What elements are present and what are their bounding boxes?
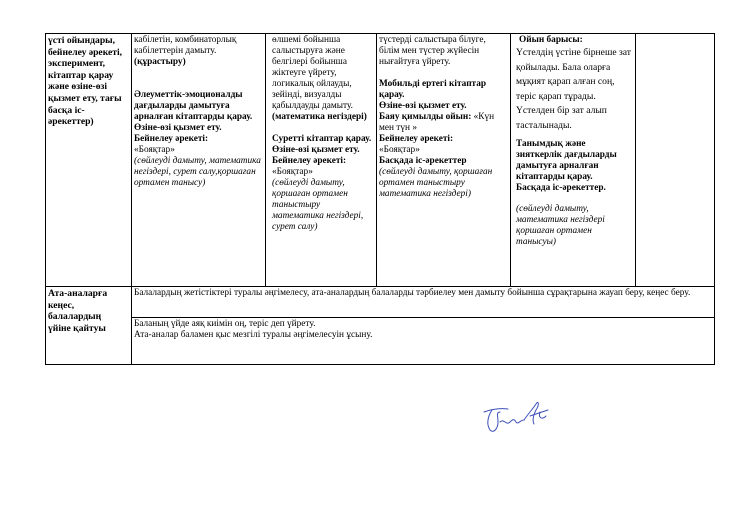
spacer bbox=[516, 194, 633, 204]
cell-heading: Өзіне-өзі қызмет ету. bbox=[379, 101, 467, 111]
cell-text: Баланың үйде аяқ киімін оң, теріс деп үйрету. bbox=[134, 319, 316, 329]
cell-heading: Басқада іс-әрекеттер bbox=[379, 156, 467, 166]
cell-heading: Басқада іс-әрекеттер. bbox=[516, 183, 606, 193]
spacer bbox=[134, 68, 263, 90]
signature-stroke bbox=[524, 402, 538, 424]
cell-text: Балалардың жетістіктері туралы әңгімелесу, ата-аналардың балаларды тәрбиелеу мен дамыту бойынша сұрақтарына жауап беру, кеңес беру. bbox=[134, 288, 691, 298]
schedule-table bbox=[45, 33, 715, 365]
row-label-cell bbox=[46, 287, 132, 365]
table-row bbox=[46, 318, 715, 365]
row-label-line: балалардың bbox=[48, 311, 102, 323]
cell-text: түстерді салыстыра білуге, білім мен түстер жүйесін нығайтуға үйрету. bbox=[379, 35, 486, 67]
table-row bbox=[46, 287, 715, 318]
spacer bbox=[379, 68, 508, 79]
day-cell-3 bbox=[377, 34, 511, 287]
cell-text: өлшемі бойынша салыстыруға және белгілері бойынша жіктеуге үйрету, логикалық ойлауды, зейінді, визуалды қабылдауды дамыту. bbox=[272, 35, 353, 111]
day-cell-2 bbox=[266, 34, 377, 287]
cell-heading: Бейнелеу әрекеті: bbox=[379, 134, 454, 144]
cell-heading: Бейнелеу әрекеті: bbox=[272, 156, 347, 166]
spacer bbox=[272, 123, 374, 134]
cell-text: «Күн мен түн » bbox=[379, 112, 495, 133]
row-label-line: әрекеттер) bbox=[48, 116, 94, 128]
row-label-line: эксперимент, bbox=[48, 58, 106, 70]
cell-heading: Бейнелеу әрекеті: bbox=[134, 134, 209, 144]
cell-italic-text: (сөйлеуді дамыту, математика негіздері қоршаған ортамен танысуы) bbox=[516, 204, 605, 247]
cell-heading: Суретті кітаптар қарау. bbox=[272, 134, 372, 144]
row-label-cell bbox=[46, 34, 132, 287]
cell-bold-text: (құрастыру) bbox=[134, 57, 186, 67]
signature-stroke bbox=[484, 409, 508, 412]
cell-text: «Бояқтар» bbox=[134, 145, 175, 155]
handwritten-signature bbox=[478, 392, 558, 444]
row-label-line: және өзіне-өзі bbox=[48, 81, 108, 93]
cell-italic-text: (сөйлеуді дамыту, математика негіздері, сурет салу,қоршаған ортамен танысу) bbox=[134, 156, 261, 188]
cell-heading: Танымдық және зияткерлік дағдыларды дамытуға арналған кітаптарды қарау. bbox=[516, 139, 617, 182]
cell-heading: Мобильді ертегі кітаптар қарау. bbox=[379, 79, 487, 100]
day-cell-4 bbox=[511, 34, 636, 287]
table-row bbox=[46, 34, 715, 287]
row-label-line: үсті ойындары, bbox=[48, 35, 116, 46]
cell-italic-text: (сөйлеуді дамыту, қоршаған ортамен таныстыру математика негіздері, сурет салу) bbox=[272, 178, 364, 232]
home-tips-cell bbox=[132, 318, 715, 365]
signature-stroke bbox=[500, 420, 524, 423]
row-label-line: кітаптар қарау bbox=[48, 69, 114, 81]
cell-heading: Өзіне-өзі қызмет ету. bbox=[272, 145, 360, 155]
cell-text: кабілетін, комбинаторлық кабілеттерін дамыту. bbox=[134, 35, 237, 56]
row-label-line: бейнелеу әрекеті, bbox=[48, 46, 123, 58]
row-label-line: үйіне қайтуы bbox=[48, 322, 106, 334]
cell-heading: Баяу қимылды ойын: bbox=[379, 112, 472, 122]
cell-heading: Ойын барысы: bbox=[519, 35, 583, 45]
cell-text: Үстелдің үстіне бірнеше зат қойылады. Бала оларға мұқият қарап алған соң, теріс қарап тұрады. Үстелден бір зат алып тасталынады. bbox=[516, 47, 631, 131]
cell-text: «Бояқтар» bbox=[379, 145, 420, 155]
cell-text: «Бояқтар» bbox=[272, 167, 313, 177]
row-label-line: Ата-аналарға bbox=[48, 288, 108, 299]
signature-stroke bbox=[488, 410, 500, 431]
cell-bold-text: (математика негіздері) bbox=[272, 112, 367, 122]
row-label-line: қызмет ету, тағы bbox=[48, 92, 122, 104]
cell-text: Ата-аналар баламен қыс мезгілі туралы әңгімелесуін ұсыну. bbox=[134, 330, 373, 340]
day-cell-5 bbox=[636, 34, 715, 287]
cell-heading: Өзіне-өзі қызмет ету. bbox=[134, 123, 222, 133]
row-label-line: басқа іс- bbox=[48, 104, 85, 116]
cell-italic-text: (сөйлеуді дамыту, қоршаған ортамен таныстыру математика негіздері) bbox=[379, 167, 493, 199]
day-cell-1 bbox=[132, 34, 266, 287]
parents-advice-cell bbox=[132, 287, 715, 318]
cell-heading: Әлеуметтік-эмоционалды дағдыларды дамытуға арналған кітаптарды қарау. bbox=[134, 90, 253, 122]
row-label-line: кеңес, bbox=[48, 299, 75, 311]
